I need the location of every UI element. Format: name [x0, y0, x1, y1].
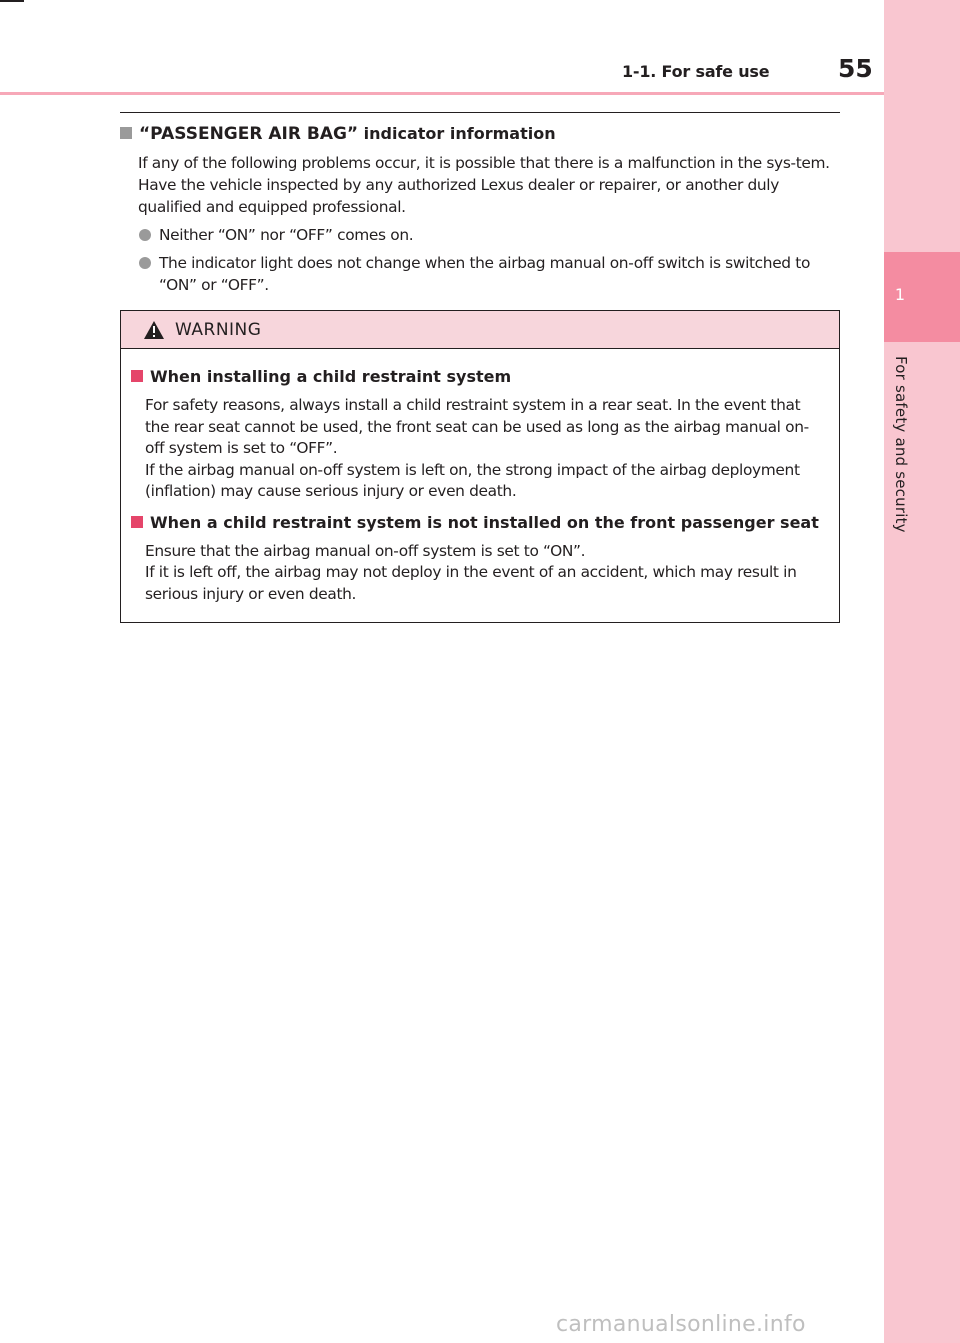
warning-paragraph: [145, 395, 827, 503]
list-item: [138, 252, 844, 296]
chapter-sidebar: [884, 0, 960, 1343]
warning-item-heading: [131, 367, 827, 393]
warning-box: [120, 310, 840, 623]
warning-paragraph-line: If it is left off, the airbag may not deploy in the event of an accident, which may result in serious injury or even death.: [145, 563, 797, 603]
warning-paragraph-line: Ensure that the airbag manual on-off system is set to “ON”.: [145, 541, 586, 560]
bullet-text: The indicator light does not change when the airbag manual on-off switch is switched to “ON” or “OFF”.: [159, 254, 811, 294]
chapter-title: For safety and security: [892, 356, 910, 533]
warning-heading-text: When a child restraint system is not installed on the front passenger seat: [150, 512, 819, 532]
info-heading-quoted: “PASSENGER AIR BAG”: [139, 124, 359, 144]
info-intro: If any of the following problems occur, it is possible that there is a malfunction in the sys-tem. Have the vehicle inspected by any authorized Lexus dealer or repairer, or another duly qualified and equipped professional.: [138, 154, 830, 216]
warning-body: [121, 349, 839, 605]
warning-heading-text: When installing a child restraint system: [150, 367, 512, 386]
warning-paragraph-line: If the airbag manual on-off system is left on, the strong impact of the airbag deployment (inflation) may cause serious injury or even death.: [145, 460, 800, 500]
info-heading: [120, 124, 844, 150]
watermark: carmanualsonline.info: [556, 1312, 806, 1337]
warning-title: WARNING: [175, 319, 262, 340]
warning-paragraph: [145, 541, 827, 606]
bullet-text: Neither “ON” nor “OFF” comes on.: [159, 226, 414, 244]
list-item: [138, 224, 844, 246]
warning-paragraph-line: For safety reasons, always install a child restraint system in a rear seat. In the event that the rear seat cannot be used, the front seat can be used as long as the airbag manual on-off system is set to “OFF”.: [145, 396, 809, 457]
chapter-number: 1: [894, 285, 906, 304]
square-bullet-icon: [120, 127, 132, 139]
square-bullet-icon: [131, 370, 143, 382]
warning-triangle-icon: [143, 320, 165, 340]
info-section: [120, 124, 844, 296]
square-bullet-icon: [131, 516, 143, 528]
header-rule: [0, 92, 884, 95]
round-bullet-icon: [139, 229, 151, 241]
warning-item-heading: [131, 513, 827, 539]
warning-header: [121, 311, 839, 349]
round-bullet-icon: [139, 257, 151, 269]
page-number: 55: [838, 54, 873, 83]
section-title: 1-1. For safe use: [622, 62, 770, 81]
content-rule: [120, 112, 840, 113]
crop-mark-left: [0, 0, 24, 2]
info-heading-rest: indicator information: [358, 124, 556, 143]
